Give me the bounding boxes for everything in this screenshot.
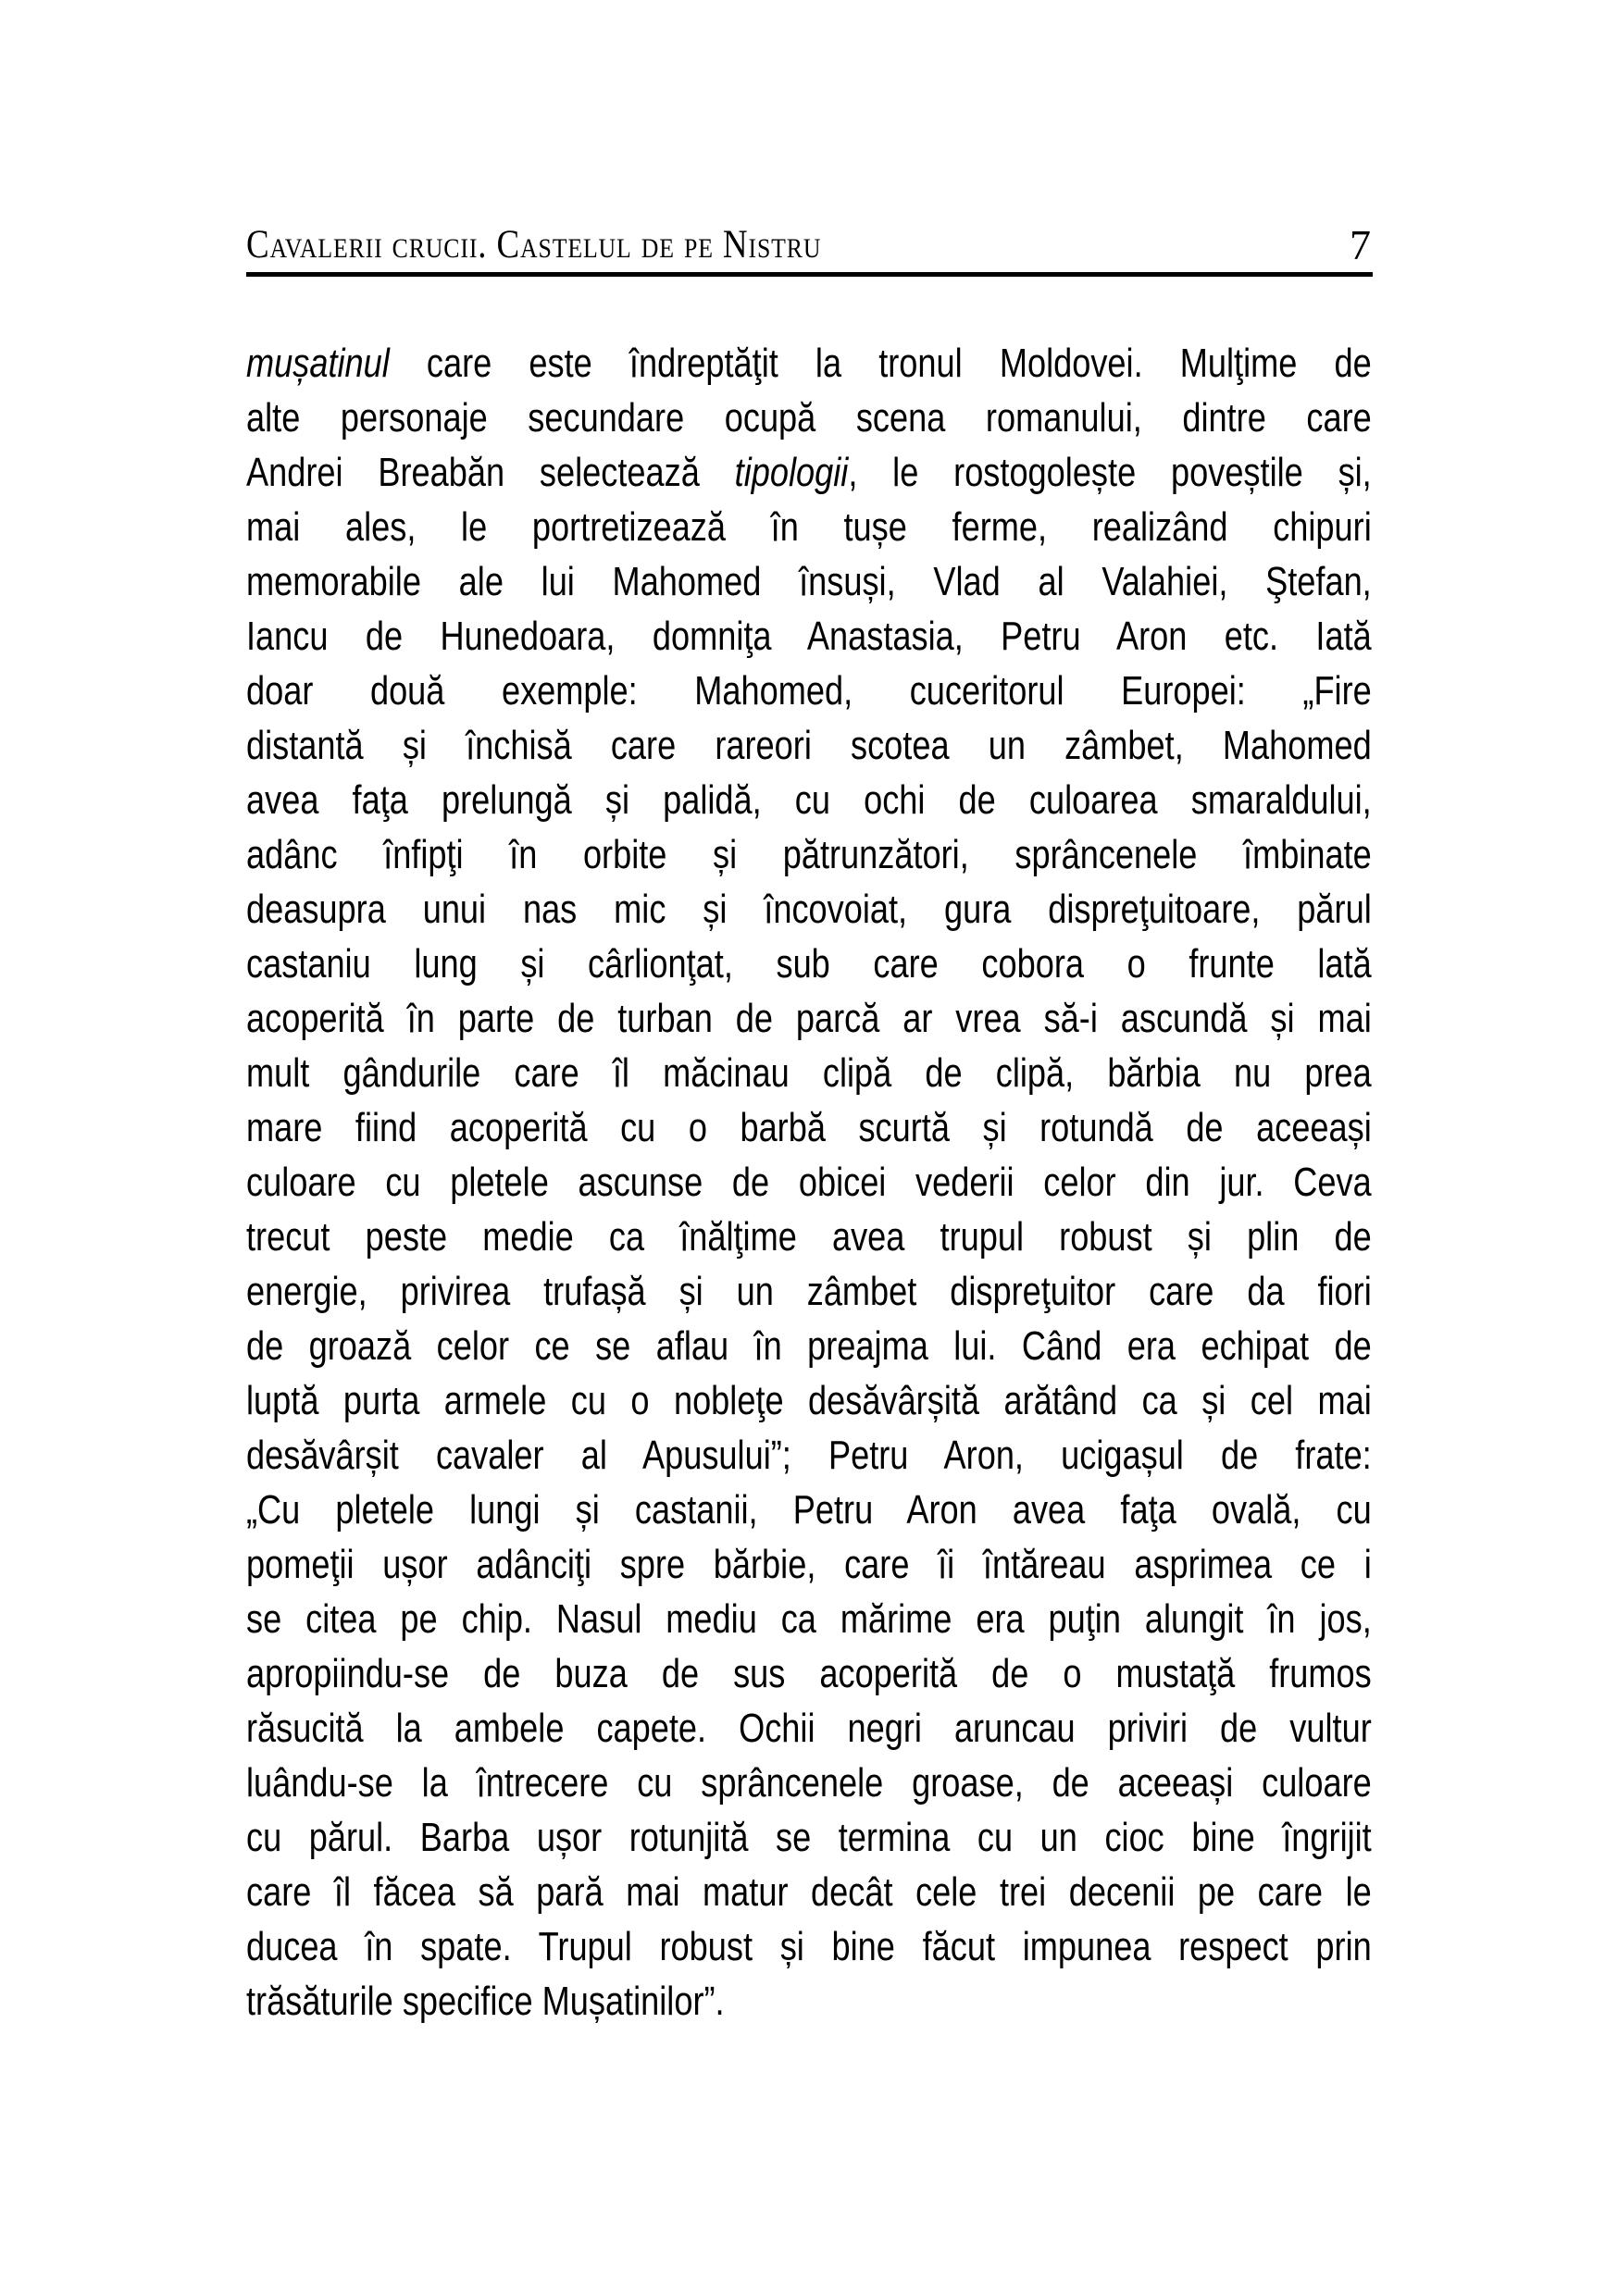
- text-line: [246, 1264, 1372, 1319]
- text-line: [246, 609, 1372, 664]
- text-line: [246, 827, 1372, 882]
- text-line: [246, 391, 1372, 445]
- header-rule: [246, 272, 1373, 277]
- text-line: [246, 500, 1372, 554]
- text-segment: se citea pe chip. Nasul mediu ca mărime era puţin alungit în jos,: [246, 1596, 1372, 1642]
- text-line: [246, 1046, 1372, 1100]
- text-segment: trăsăturile specifice Mușatinilor”.: [246, 1979, 725, 2024]
- text-segment: Iancu de Hunedoara, domniţa Anastasia, Petru Aron etc. Iată: [246, 614, 1372, 659]
- text-segment: care este îndreptăţit la tronul Moldovei. Mulţime de: [389, 341, 1372, 386]
- text-line: [246, 1373, 1372, 1428]
- text-line: [246, 937, 1372, 991]
- text-segment: care îl făcea să pară mai matur decât cele trei decenii pe care le: [246, 1869, 1372, 1915]
- text-segment: Andrei Breabăn selectează: [246, 450, 735, 495]
- text-segment: doar două exemple: Mahomed, cuceritorul Europei: „Fire: [246, 668, 1372, 714]
- text-segment: castaniu lung și cârlionţat, sub care cobora o frunte lată: [246, 941, 1372, 987]
- italic-text-segment: tipologii: [734, 450, 849, 495]
- italic-text-segment: mușatinul: [246, 341, 390, 386]
- text-line: [246, 882, 1372, 937]
- text-segment: apropiindu-se de buza de sus acoperită de o mustaţă frumos: [246, 1651, 1372, 1696]
- text-segment: mare fiind acoperită cu o barbă scurtă și rotundă de aceeași: [246, 1105, 1372, 1150]
- text-segment: distantă și închisă care rareori scotea un zâmbet, Mahomed: [246, 723, 1372, 768]
- text-line: [246, 1155, 1372, 1210]
- text-segment: acoperită în parte de turban de parcă ar vrea să-i ascundă și mai: [246, 996, 1372, 1041]
- text-line: [246, 718, 1372, 773]
- text-segment: trecut peste medie ca înălţime avea trupul robust și plin de: [246, 1214, 1372, 1260]
- text-line: [246, 991, 1372, 1046]
- text-line: [246, 1974, 1372, 2029]
- text-segment: mai ales, le portretizează în tușe ferme, realizând chipuri: [246, 504, 1372, 550]
- text-segment: luându-se la întrecere cu sprâncenele groase, de aceeași culoare: [246, 1760, 1372, 1806]
- text-segment: avea faţa prelungă și palidă, cu ochi de culoarea smaraldului,: [246, 777, 1372, 823]
- text-line: [246, 1756, 1372, 1810]
- text-line: [246, 1100, 1372, 1155]
- text-line: [246, 1646, 1372, 1701]
- text-segment: mult gândurile care îl măcinau clipă de clipă, bărbia nu prea: [246, 1050, 1372, 1096]
- text-segment: cu părul. Barba ușor rotunjită se termina cu un cioc bine îngrijit: [246, 1815, 1372, 1860]
- text-line: [246, 1810, 1372, 1865]
- text-line: [246, 1483, 1372, 1537]
- text-line: [246, 1210, 1372, 1264]
- text-segment: , le rostogolește poveștile și,: [848, 450, 1372, 495]
- header-title: Cavalerii crucii. Castelul de pe Nistru: [246, 223, 822, 267]
- text-segment: deasupra unui nas mic și încovoiat, gura dispreţuitoare, părul: [246, 887, 1372, 932]
- text-line: [246, 1428, 1372, 1483]
- text-segment: „Cu pletele lungi și castanii, Petru Aron avea faţa ovală, cu: [246, 1487, 1372, 1533]
- text-line: [246, 445, 1372, 500]
- page-number: 7: [1350, 221, 1371, 268]
- text-segment: alte personaje secundare ocupă scena romanului, dintre care: [246, 395, 1372, 441]
- text-segment: luptă purta armele cu o nobleţe desăvârșită arătând ca și cel mai: [246, 1378, 1372, 1423]
- text-segment: adânc înfipţi în orbite și pătrunzători, sprâncenele îmbinate: [246, 832, 1372, 877]
- text-line: [246, 773, 1372, 827]
- text-line: [246, 336, 1372, 391]
- text-line: [246, 1592, 1372, 1646]
- text-line: [246, 1319, 1372, 1373]
- text-segment: răsucită la ambele capete. Ochii negri aruncau priviri de vultur: [246, 1706, 1372, 1751]
- text-line: [246, 1865, 1372, 1919]
- text-line: [246, 1537, 1372, 1592]
- text-line: [246, 1919, 1372, 1974]
- text-line: [246, 1701, 1372, 1756]
- text-segment: ducea în spate. Trupul robust și bine făcut impunea respect prin: [246, 1924, 1372, 1969]
- text-segment: pomeţii ușor adânciţi spre bărbie, care îi întăreau asprimea ce i: [246, 1542, 1372, 1587]
- text-segment: memorabile ale lui Mahomed însuși, Vlad al Valahiei, Ştefan,: [246, 559, 1372, 604]
- text-segment: culoare cu pletele ascunse de obicei vederii celor din jur. Ceva: [246, 1160, 1372, 1205]
- running-header: [246, 220, 1373, 270]
- body-text: [246, 336, 1372, 2029]
- text-segment: desăvârșit cavaler al Apusului”; Petru Aron, ucigașul de frate:: [246, 1433, 1372, 1478]
- text-segment: de groază celor ce se aflau în preajma lui. Când era echipat de: [246, 1323, 1372, 1369]
- text-segment: energie, privirea trufașă și un zâmbet dispreţuitor care da fiori: [246, 1269, 1372, 1314]
- text-line: [246, 664, 1372, 718]
- text-line: [246, 554, 1372, 609]
